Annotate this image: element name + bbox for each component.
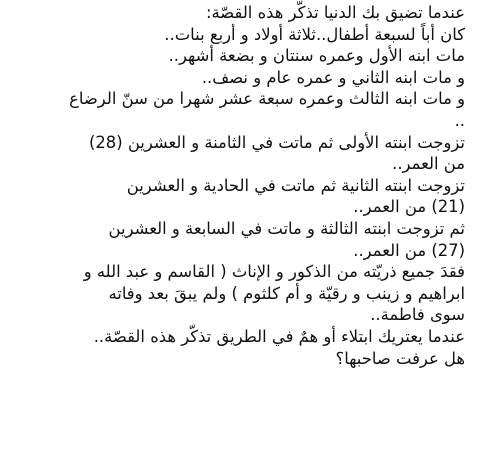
story-line: .. [454,110,465,130]
story-line: من العمر.. [392,154,465,174]
story-closing-line: عندما يعتريك ابتلاء أو همٌ في الطريق تذكّر هذه القصّة.. [93,326,465,346]
story-line: تزوجت ابنته الثانية ثم ماتت في الحادية و العشرين [126,175,465,195]
story-question-line: هل عرفت صاحبها؟ [335,348,465,368]
story-line: (27) من العمر.. [353,240,465,260]
story-line: تزوجت ابنته الأولى ثم ماتت في الثامنة و العشرين (28) [88,132,465,152]
story-line: كان أباً لسبعة أطفال..ثلاثة أولاد و أربع بنات.. [164,24,465,44]
story-intro-line: عندما تضيق بك الدنيا تذكّر هذه القصّة: [206,3,465,22]
story-line: ابراهيم و زينب و رقيّة و أم كلثوم ) ولم يبقَ بعد وفاته [108,283,465,303]
story-line: فقدَ جميع ذريّته من الذكور و الإناث ( القاسم و عبد الله و [83,262,465,282]
story-line: سوى فاطمة.. [370,305,465,325]
story-line: (21) من العمر.. [353,197,465,217]
story-line: و مات ابنه الثالث وعمره سبعة عشر شهرا من سنّ الرضاع [69,89,465,109]
story-line: مات ابنه الأول وعمره سنتان و بضعة أشهر.. [168,46,465,66]
story-line: ثم تزوجت ابنته الثالثة و ماتت في السابعة و العشرين [108,218,465,238]
story-line: و مات ابنه الثاني و عمره عام و نصف.. [201,67,465,87]
